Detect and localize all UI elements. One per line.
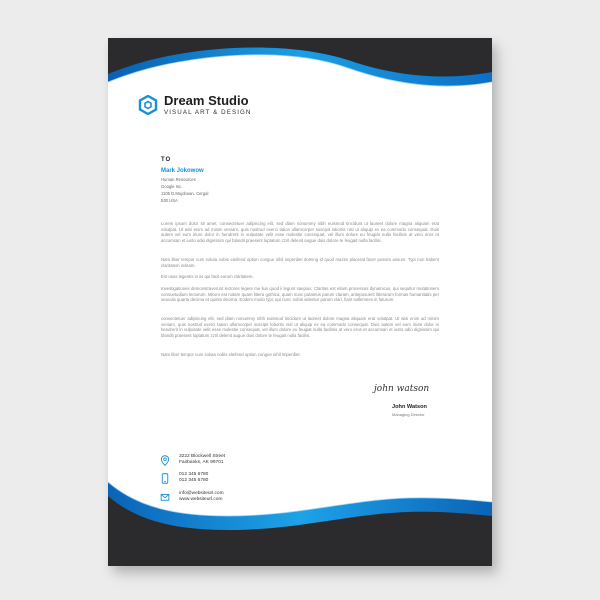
- signatory-name: John Watson: [392, 404, 427, 410]
- brand-logo: [138, 94, 252, 116]
- body-paragraph: Est usus legentis in iis qui facit eorum claritatem.: [161, 274, 254, 279]
- body-paragraph: Nam liber tempor cum soluta nobis eleifend option congue nihil imperdiet doming id quod mazim placerat facer possim assum. Typi non habent claritatem insitam.: [161, 257, 439, 268]
- body-paragraph: Nam liber tempor cum soluta nobis eleifend option congue nihil imperdiet.: [161, 352, 301, 357]
- recipient-label: TO: [161, 157, 172, 163]
- address-line: Fairbanks, AK 99701: [179, 460, 224, 465]
- recipient-line: Google Inc.: [161, 184, 183, 189]
- address-line: 3222 Blockwell Street: [179, 454, 226, 459]
- signatory-title: Managing Director: [392, 412, 425, 417]
- hexagon-logo-icon: [138, 95, 158, 115]
- bottom-wave-decoration: [108, 456, 492, 566]
- phone-number: 012 345 6780: [179, 472, 209, 477]
- website-url: www.websiteurl.com: [179, 497, 223, 502]
- recipient-line: 530 USA: [161, 198, 178, 203]
- handwritten-signature: john watson: [374, 384, 430, 394]
- recipient-line: 1105 D.Mujoboan. Cergal: [161, 191, 209, 196]
- body-paragraph: Lorem ipsum dolor sit amet, consectetuer adipiscing elit, sed diam nonummy nibh euismod tincidunt ut laoreet dolore magna aliquam erat volutpat. Ut wisi enim ad minim veniam, quis nostrud exerci tation ullamcorper suscipit lobortis nisl ut aliquip ex ea commodo consequat. Duis autem vel eum iriure dolor in hendrerit in vulputate velit esse molestie consequat, vel illum dolore eu feugiat nulla facilisis at vero eros et accumsan et iusto odio dignissim qui blandit praesent luptatum zzril delenit augue duis dolore te feugait nulla facilisi.: [161, 221, 439, 243]
- recipient-line: Human Resources: [161, 177, 196, 182]
- body-paragraph: consectetuer adipiscing elit, sed diam nonummy nibh euismod tincidunt ut laoreet dolore magna aliquam erat volutpat. Ut wisi enim ad minim veniam, quis nostrud exerci tation ullamcorper suscipit lobortis nisl ut aliquip ex ea commodo consequat. Duis autem vel eum iriure dolor in hendrerit in vulputate velit esse molestie consequat, vel illum dolore eu feugiat nulla facilisis at vero eros et accumsan et iusto odio dignissim qui blandit praesent luptatum zzril delenit augue duis dolore te feugait nulla facilisi.: [161, 316, 439, 338]
- letterhead-page: [108, 38, 492, 566]
- body-paragraph: Investigationes demonstraverunt lectores legere me lius quod ii legunt saepius. Claritas est etiam processus dynamicus, qui sequitur mutationem consuetudium lectorum. Mirum est notare quam littera gothica, quam nunc putamus parum claram, anteposuerit litterarum formas humanitatis per seacula quarta decima et quinta decima. Eodem modo typi, qui nunc nobis videntur parum clari, fiant sollemnes in futurum.: [161, 286, 439, 303]
- recipient-name: Mark Jokowow: [161, 168, 204, 174]
- brand-tagline: VISUAL ART & DESIGN: [164, 109, 252, 116]
- phone-number: 012 345 6780: [179, 478, 209, 483]
- brand-name: Dream Studio: [164, 93, 249, 108]
- email-address: info@websiteurl.com: [179, 491, 224, 496]
